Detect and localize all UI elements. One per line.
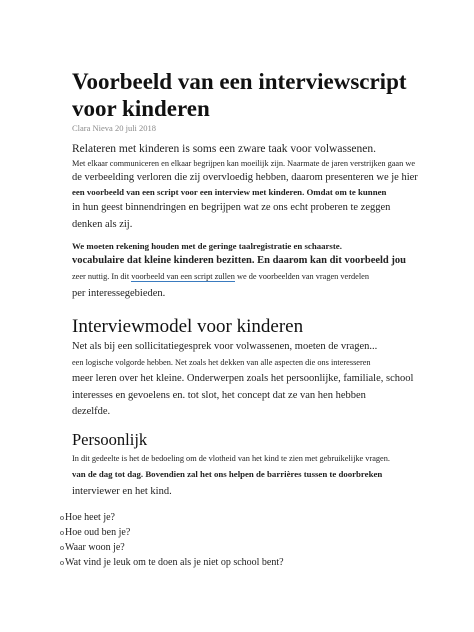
section-heading-interviewmodel: Interviewmodel voor kinderen xyxy=(72,316,304,337)
document-title: Voorbeeld van een interviewscript voor kinderen xyxy=(72,69,407,121)
question-text: Waar woon je? xyxy=(65,542,125,553)
list-item xyxy=(60,512,115,523)
section1-line-4: interesses en gevoelens en. tot slot, het concept dat ze van hen hebben xyxy=(72,390,366,401)
para2-line-3-pre: zeer nuttig. In dit xyxy=(72,272,132,281)
question-text: Wat vind je leuk om te doen als je niet op school bent? xyxy=(65,557,284,568)
question-text: Hoe oud ben je? xyxy=(65,527,131,538)
section1-line-2: een logische volgorde hebben. Net zoals het dekken van alle aspecten die ons interesseren xyxy=(72,358,371,367)
para2-line-4: per interessegebieden. xyxy=(72,288,166,299)
bullet-icon: o xyxy=(60,513,64,522)
byline: Clara Nieva 20 juli 2018 xyxy=(72,123,157,133)
question-text: Hoe heet je? xyxy=(65,512,115,523)
intro-line-5: in hun geest binnendringen en begrijpen wat ze ons echt proberen te zeggen xyxy=(72,202,391,213)
para2-line-1: We moeten rekening houden met de geringe taalregistratie en schaarste. xyxy=(72,241,342,251)
bullet-icon: o xyxy=(60,528,64,537)
section-heading-persoonlijk: Persoonlijk xyxy=(72,430,148,449)
para2-line-3 xyxy=(72,272,369,281)
script-example-link[interactable]: voorbeeld van een script zullen xyxy=(131,272,235,281)
section1-line-3: meer leren over het kleine. Onderwerpen zoals het persoonlijke, familiale, school xyxy=(72,373,414,384)
list-item xyxy=(60,557,284,568)
para2-line-3-post: we de voorbeelden van vragen verdelen xyxy=(234,272,369,281)
intro-line-1: Relateren met kinderen is soms een zware taak voor volwassenen. xyxy=(72,143,377,155)
intro-line-6: denken als zij. xyxy=(72,219,133,230)
section2-line-1: In dit gedeelte is het de bedoeling om de vlotheid van het kind te zien met gebruikelijke vragen. xyxy=(72,454,390,463)
bullet-icon: o xyxy=(60,558,64,567)
bullet-icon: o xyxy=(60,543,64,552)
para2-line-2: vocabulaire dat kleine kinderen bezitten. En daarom kan dit voorbeeld jou xyxy=(72,255,406,266)
section1-line-1: Net als bij een sollicitatiegesprek voor volwassenen, moeten de vragen... xyxy=(72,341,378,352)
intro-line-3: de verbeelding verloren die zij overvloedig hebben, daarom presenteren we je hier xyxy=(72,172,418,183)
list-item xyxy=(60,527,130,538)
list-item xyxy=(60,542,125,553)
section1-line-5: dezelfde. xyxy=(72,406,111,417)
intro-line-2: Met elkaar communiceren en elkaar begrijpen kan moeilijk zijn. Naarmate de jaren verstrijken gaan we xyxy=(72,159,416,168)
intro-line-4: een voorbeeld van een script voor een interview met kinderen. Omdat om te kunnen xyxy=(72,187,387,197)
section2-line-2: van de dag tot dag. Bovendien zal het ons helpen de barrières tussen te doorbreken xyxy=(72,469,383,479)
section2-line-3: interviewer en het kind. xyxy=(72,486,172,497)
